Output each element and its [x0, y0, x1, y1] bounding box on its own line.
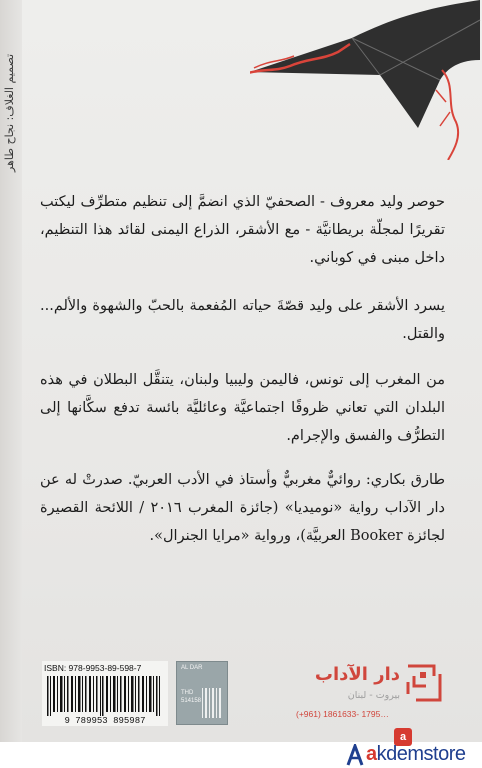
sticker-line-2: THD: [181, 690, 194, 696]
store-watermark: [366, 743, 466, 766]
store-brand-a: a: [366, 743, 377, 765]
sticker-line-1: AL DAR: [181, 665, 203, 671]
publisher-name: دار الآداب: [314, 664, 400, 685]
store-brand-rest: kdemstore: [376, 743, 466, 765]
kite-illustration: [250, 0, 482, 160]
blurb-paragraph-3: من المغرب إلى تونس، فاليمن وليبيا ولبنان، يتنقَّل البطلان في هذه البلدان التي تعاني ظروفًا اجتماعيَّة وعائليَّة بائسة تدفع سكَّانها إلى التطرُّف والفسق والإجرام.: [40, 372, 445, 444]
kite-body: [250, 0, 480, 128]
blurb-paragraph-1: حوصر وليد معروف - الصحفيّ الذي انضمَّ إلى تنظيم متطرِّف ليكتب تقريرًا لمجلّة بريطانيَّة - مع الأشقر، الذراع اليمنى لقائد هذا التنظيم، داخل مبنى في كوباني.: [40, 194, 445, 266]
publisher-logo-icon: [404, 662, 444, 706]
store-logo-icon: [346, 744, 364, 766]
store-badge-icon: a: [394, 728, 412, 746]
kite-tail: [442, 70, 458, 160]
blurb-paragraph-2: يسرد الأشقر على وليد قصّةَ حياته المُفعمة بالحبّ والشهوة والألم... والقتل.: [40, 298, 445, 342]
kite-tail-bows: [436, 90, 450, 126]
sticker-barcode: [201, 688, 223, 718]
book-spine: [0, 0, 22, 742]
isbn-number: ISBN: 978-9953-89-598-7: [44, 663, 142, 673]
publisher-block: [294, 660, 444, 722]
sticker-line-3: 514158: [181, 698, 202, 704]
barcode-digits-wrap: [44, 713, 166, 725]
publisher-city: بيروت - لبنان: [347, 690, 400, 701]
barcode-digits: 9 789953 895987: [64, 716, 146, 725]
isbn-barcode: [42, 661, 168, 726]
price-sticker: [176, 661, 228, 725]
author-bio: طارق بكاري: روائيٌّ مغربيٌّ وأستاذ في الأدب العربيّ. صدرتْ له عن دار الآداب رواية «نوميديا» (جائزة المغرب ٢٠١٦ / اللائحة القصيرة لجائزة Booker العربيَّة)، ورواية «مرايا الجنرال».: [40, 472, 446, 544]
publisher-phone: (+961) 1861633- 1795…: [296, 709, 389, 719]
spine-designer-credit: تصميم الغلاف: نجاح طاهر: [3, 53, 16, 173]
